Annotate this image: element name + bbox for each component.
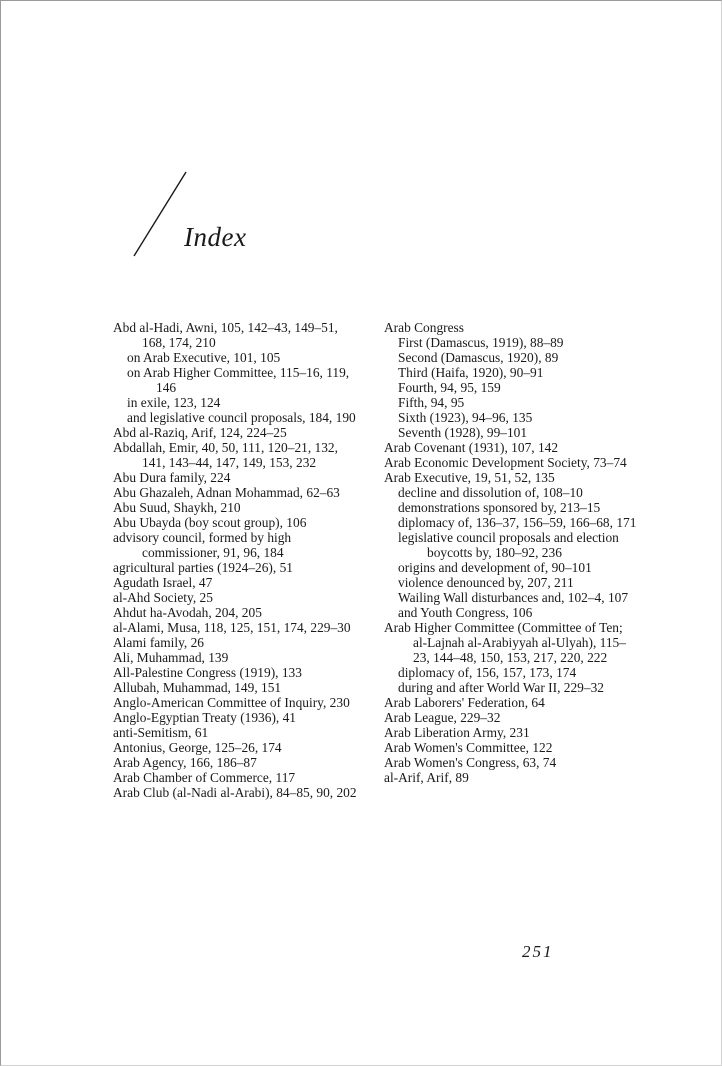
index-subentry: Fourth, 94, 95, 159 [398,380,501,395]
index-subentry: decline and dissolution of, 108–10 [398,485,583,500]
index-subentry: Seventh (1928), 99–101 [398,425,528,440]
index-subentry: Second (Damascus, 1920), 89 [398,350,559,365]
index-entry: Arab Liberation Army, 231 [384,725,530,740]
index-entry: Alami family, 26 [113,635,204,650]
index-entry: Antonius, George, 125–26, 174 [113,740,282,755]
index-subentry: during and after World War II, 229–32 [398,680,604,695]
index-entry: al-Arif, Arif, 89 [384,770,469,785]
index-entry: Abd al-Raziq, Arif, 124, 224–25 [113,425,287,440]
index-entry: Abu Dura family, 224 [113,470,231,485]
index-entry: Arab Agency, 166, 186–87 [113,755,257,770]
index-entry: Anglo-Egyptian Treaty (1936), 41 [113,710,296,725]
index-column-left [113,320,363,800]
index-entry: Allubah, Muhammad, 149, 151 [113,680,282,695]
index-subentry: Sixth (1923), 94–96, 135 [398,410,533,425]
index-entry: Abd al-Hadi, Awni, 105, 142–43, 149–51, 168, 174, 210 [113,320,338,350]
index-subentry: and Youth Congress, 106 [398,605,533,620]
index-subentry: diplomacy of, 136–37, 156–59, 166–68, 171 [398,515,637,530]
index-entry: Abu Suud, Shaykh, 210 [113,500,241,515]
index-subentry: diplomacy of, 156, 157, 173, 174 [398,665,577,680]
index-subentry: and legislative council proposals, 184, 190 [127,410,356,425]
index-entry: Abdallah, Emir, 40, 50, 111, 120–21, 132, 141, 143–44, 147, 149, 153, 232 [113,440,338,470]
page-number: 251 [522,942,554,961]
index-entry: Arab Laborers' Federation, 64 [384,695,545,710]
index-entry: Arab Covenant (1931), 107, 142 [384,440,559,455]
index-entry: All-Palestine Congress (1919), 133 [113,665,302,680]
index-entry: Arab Executive, 19, 51, 52, 135 [384,470,555,485]
index-entry: al-Ahd Society, 25 [113,590,213,605]
index-entry: al-Alami, Musa, 118, 125, 151, 174, 229–30 [113,620,351,635]
index-subentry: on Arab Higher Committee, 115–16, 119, 146 [127,365,350,395]
index-entry: Abu Ubayda (boy scout group), 106 [113,515,307,530]
index-subentry: violence denounced by, 207, 211 [398,575,574,590]
index-entry: advisory council, formed by high commissioner, 91, 96, 184 [113,530,292,560]
index-entry: agricultural parties (1924–26), 51 [113,560,293,575]
page-title: Index [184,222,247,252]
index-entry: Agudath Israel, 47 [113,575,213,590]
index-entry: Arab League, 229–32 [384,710,501,725]
index-subentry: on Arab Executive, 101, 105 [127,350,281,365]
index-subentry: Wailing Wall disturbances and, 102–4, 107 [398,590,629,605]
index-subentry: in exile, 123, 124 [127,395,221,410]
index-subentry: Fifth, 94, 95 [398,395,465,410]
index-entry: Ali, Muhammad, 139 [113,650,229,665]
index-subentry: demonstrations sponsored by, 213–15 [398,500,601,515]
index-entry: Arab Chamber of Commerce, 117 [113,770,296,785]
index-column-right [384,320,639,785]
index-entry: anti-Semitism, 61 [113,725,209,740]
index-entry: Arab Higher Committee (Committee of Ten; al-Lajnah al-Arabiyyah al-Ulyah), 115–23, 144–48, 150, 153, 217, 220, 222 [384,620,626,665]
index-subentry: First (Damascus, 1919), 88–89 [398,335,564,350]
index-entry: Arab Club (al-Nadi al-Arabi), 84–85, 90, 202 [113,785,357,800]
index-entry: Anglo-American Committee of Inquiry, 230 [113,695,350,710]
index-subentry: legislative council proposals and election boycotts by, 180–92, 236 [398,530,619,560]
index-entry: Ahdut ha-Avodah, 204, 205 [113,605,262,620]
index-subentry: Third (Haifa, 1920), 90–91 [398,365,544,380]
index-entry: Arab Economic Development Society, 73–74 [384,455,627,470]
index-entry: Arab Women's Committee, 122 [384,740,553,755]
index-subentry: origins and development of, 90–101 [398,560,592,575]
index-entry: Arab Congress [384,320,464,335]
index-entry: Arab Women's Congress, 63, 74 [384,755,557,770]
index-entry: Abu Ghazaleh, Adnan Mohammad, 62–63 [113,485,340,500]
